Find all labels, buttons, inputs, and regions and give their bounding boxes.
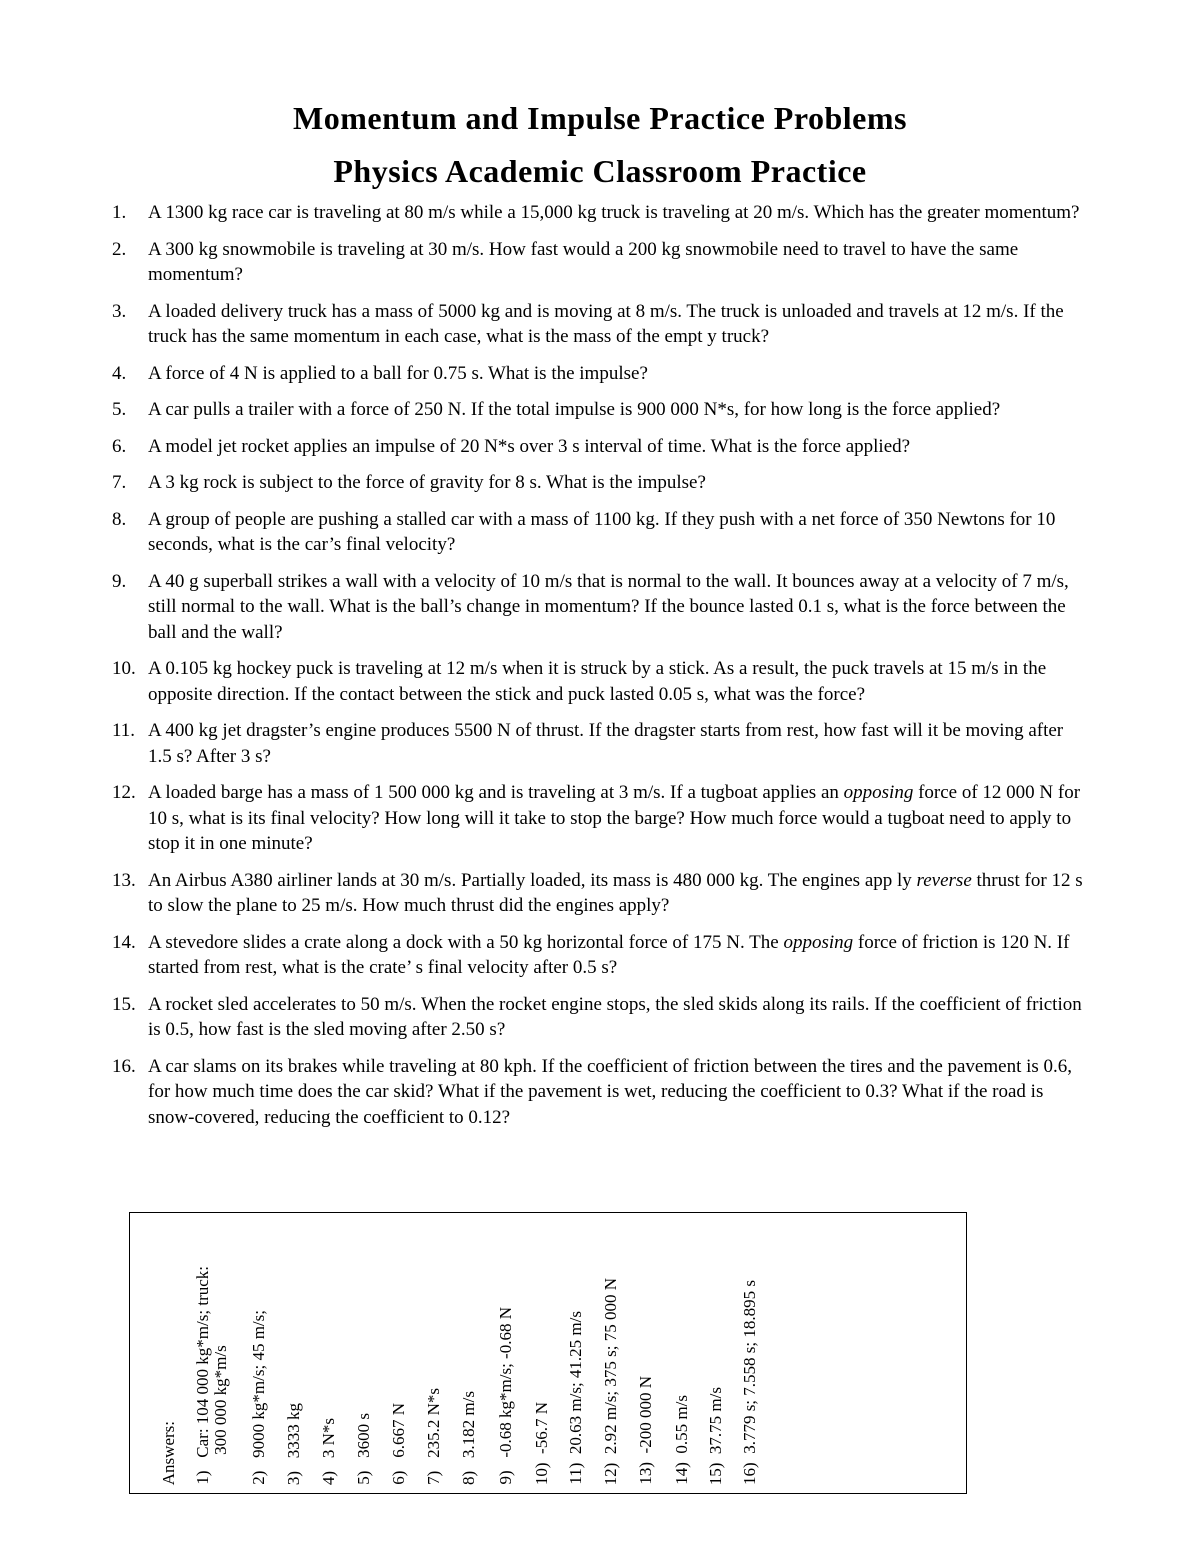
problem-number: 8. bbox=[112, 508, 127, 530]
problem-item bbox=[100, 361, 1090, 387]
answer-item: 4) 3 N*s bbox=[319, 1417, 338, 1485]
problem-item bbox=[100, 397, 1090, 423]
answer-item: 1) Car: 104 000 kg*m/s; truck: 300 000 kg*m/s bbox=[193, 1266, 230, 1485]
problem-item bbox=[100, 434, 1090, 460]
problem-text: A rocket sled accelerates to 50 m/s. When the rocket engine stops, the sled skids along its rails. If the coefficient of friction is 0.5, how fast is the sled moving after 2.50 s? bbox=[148, 993, 1082, 1040]
problem-text: A car pulls a trailer with a force of 250 N. If the total impulse is 900 000 N*s, for how long is the force applied? bbox=[148, 399, 1001, 420]
problem-text: A group of people are pushing a stalled car with a mass of 1100 kg. If they push with a net force of 350 Newtons for 10 seconds, what is the car’s final velocity? bbox=[148, 508, 1056, 555]
answer-item: 2) 9000 kg*m/s; 45 m/s; bbox=[249, 1310, 268, 1485]
problem-number: 14. bbox=[112, 931, 136, 953]
answer-item: 8) 3.182 m/s bbox=[459, 1391, 478, 1485]
problem-text: A 40 g superball strikes a wall with a velocity of 10 m/s that is normal to the wall. It bounces away at a velocity of 7 m/s, still normal to the wall. What is the ball’s change in momentum? If the bounce lasted 0.1 s, what is the force between the ball and the wall? bbox=[148, 570, 1069, 643]
problem-text: A 1300 kg race car is traveling at 80 m/s while a 15,000 kg truck is traveling at 20 m/s. Which has the greater momentum? bbox=[148, 202, 1080, 223]
answers-heading: Answers: bbox=[159, 1420, 178, 1485]
answer-item: 7) 235.2 N*s bbox=[424, 1388, 443, 1485]
page-title: Momentum and Impulse Practice Problems bbox=[293, 100, 907, 136]
problem-text: A 400 kg jet dragster’s engine produces 5500 N of thrust. If the dragster starts from rest, how fast will it be moving after 1.5 s? After 3 s? bbox=[148, 720, 1064, 767]
problem-list bbox=[100, 200, 1090, 1141]
problem-item bbox=[100, 299, 1090, 350]
problem-item bbox=[100, 992, 1090, 1043]
problem-text: A 0.105 kg hockey puck is traveling at 12 m/s when it is struck by a stick. As a result, the puck travels at 15 m/s in the opposite direction. If the contact between the stick and puck lasted 0.05 s, what was the force? bbox=[148, 658, 1047, 705]
problem-number: 16. bbox=[112, 1055, 136, 1077]
problem-text: A force of 4 N is applied to a ball for 0.75 s. What is the impulse? bbox=[148, 362, 648, 384]
problem-number: 1. bbox=[112, 202, 127, 223]
problem-text: A car slams on its brakes while traveling at 80 kph. If the coefficient of friction between the tires and the pavement is 0.6, for how much time does the car skid? What if the pavement is wet, reducing the coefficient to 0.3? What if the road is snow-covered, reducing the coefficient to 0.12? bbox=[148, 1055, 1073, 1128]
problem-number: 3. bbox=[112, 300, 127, 322]
problem-number: 9. bbox=[112, 570, 127, 592]
answer-item: 11) 20.63 m/s; 41.25 m/s bbox=[566, 1311, 585, 1485]
problem-number: 11. bbox=[112, 720, 136, 741]
problem-item bbox=[100, 718, 1090, 769]
problem-item bbox=[100, 656, 1090, 707]
answer-item: 15) 37.75 m/s bbox=[706, 1386, 725, 1485]
problem-item bbox=[100, 780, 1090, 857]
problem-text: A stevedore slides a crate along a dock with a 50 kg horizontal force of 175 N. The opposing force of friction is 120 N. If started from rest, what is the crate’ s final velocity after 0.5 s? bbox=[148, 931, 1070, 978]
answer-item: 9) -0.68 kg*m/s; -0.68 N bbox=[496, 1307, 515, 1485]
problem-number: 15. bbox=[112, 993, 136, 1015]
problem-item bbox=[100, 200, 1090, 226]
problem-text: A 300 kg snowmobile is traveling at 30 m/s. How fast would a 200 kg snowmobile need to travel to have the same momentum? bbox=[148, 238, 1019, 285]
problem-text: A 3 kg rock is subject to the force of gravity for 8 s. What is the impulse? bbox=[148, 472, 706, 493]
problem-number: 10. bbox=[112, 658, 136, 679]
answer-item: 16) 3.779 s; 7.558 s; 18.895 s bbox=[740, 1280, 759, 1485]
problem-number: 7. bbox=[112, 472, 127, 493]
problem-item bbox=[100, 868, 1090, 919]
problem-text: A model jet rocket applies an impulse of 20 N*s over 3 s interval of time. What is the force applied? bbox=[148, 435, 911, 457]
problem-number: 2. bbox=[112, 238, 127, 260]
answer-item: 6) 6.667 N bbox=[389, 1403, 408, 1485]
problem-text: An Airbus A380 airliner lands at 30 m/s. Partially loaded, its mass is 480 000 kg. The engines app ly reverse thrust for 12 s to slow the plane to 25 m/s. How much thrust did the engines apply? bbox=[148, 869, 1083, 916]
problem-number: 4. bbox=[112, 362, 127, 384]
answer-item: 10) -56.7 N bbox=[532, 1401, 551, 1485]
problem-item bbox=[100, 470, 1090, 496]
problem-number: 13. bbox=[112, 869, 136, 891]
problem-text: A loaded delivery truck has a mass of 5000 kg and is moving at 8 m/s. The truck is unloaded and travels at 12 m/s. If the truck has the same momentum in each case, what is the mass of the empt y truck? bbox=[148, 300, 1064, 347]
problem-number: 12. bbox=[112, 782, 136, 803]
problem-number: 6. bbox=[112, 435, 127, 457]
problem-item bbox=[100, 507, 1090, 558]
answer-item: 5) 3600 s bbox=[354, 1413, 373, 1485]
problem-item bbox=[100, 930, 1090, 981]
answer-item: 3) 3333 kg bbox=[284, 1402, 303, 1485]
answer-item: 13) -200 000 N bbox=[636, 1376, 655, 1485]
problem-text: A loaded barge has a mass of 1 500 000 kg and is traveling at 3 m/s. If a tugboat applies an opposing force of 12 000 N for 10 s, what is its final velocity? How long will it take to stop the barge? How much force would a tugboat need to apply to stop it in one minute? bbox=[148, 782, 1081, 854]
problem-item bbox=[100, 1054, 1090, 1131]
problem-item bbox=[100, 569, 1090, 646]
answer-item: 12) 2.92 m/s; 375 s; 75 000 N bbox=[601, 1277, 620, 1485]
answer-item: 14) 0.55 m/s bbox=[672, 1395, 691, 1485]
problem-item bbox=[100, 237, 1090, 288]
page-subtitle: Physics Academic Classroom Practice bbox=[333, 153, 867, 189]
answers-box bbox=[129, 1212, 967, 1494]
problem-number: 5. bbox=[112, 399, 127, 420]
